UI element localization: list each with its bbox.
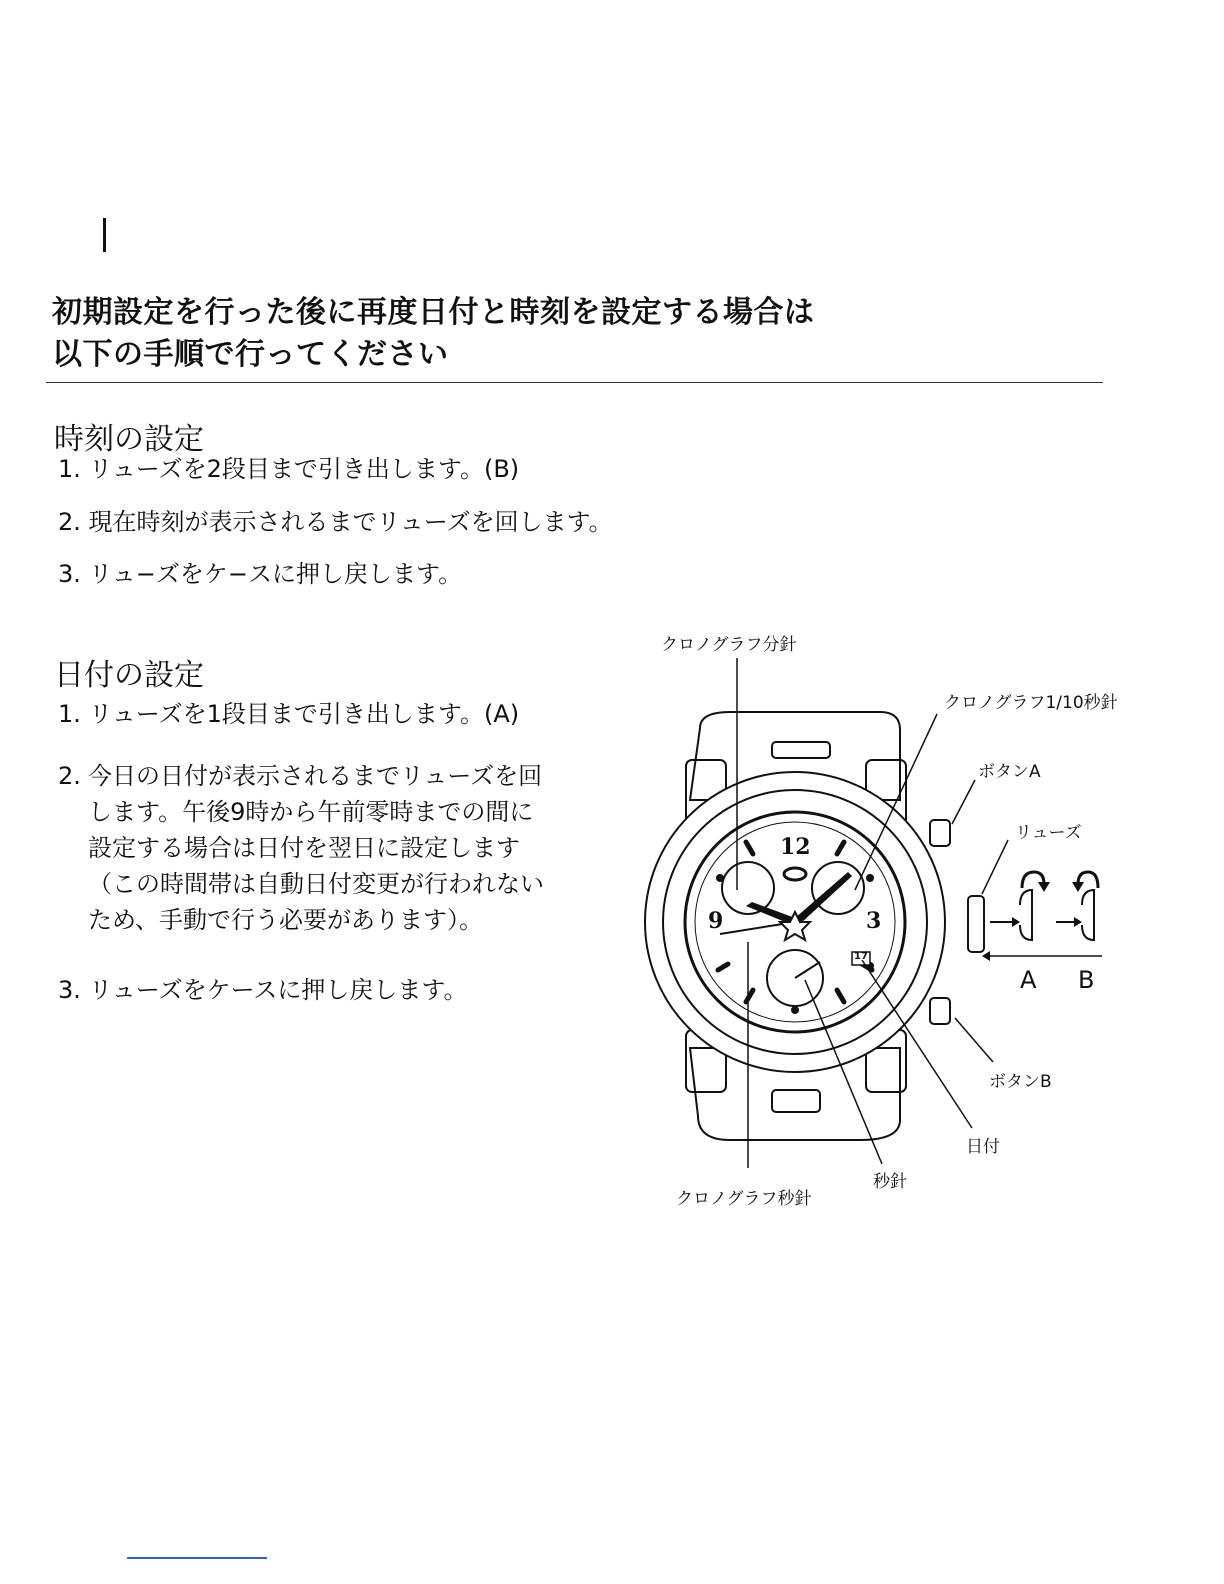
date-window-number: 17 [854,951,868,962]
heading-line-2: 以下の手順で行ってください [52,337,449,372]
label-second-hand: 秒針 [873,1172,907,1192]
leader-button-a [952,780,975,824]
time-setting-title: 時刻の設定 [54,422,204,457]
button-b [930,998,950,1024]
crown-pull-a [1020,890,1032,940]
label-chrono-minute-hand: クロノグラフ分針 [661,635,797,655]
heading-divider [46,382,1103,383]
date-step-2-line: ため、手動で行う必要があります）。 [88,906,484,934]
hour-dot [717,875,723,881]
hour-dot [792,1007,798,1013]
label-button-b: ボタンB [989,1072,1052,1092]
label-date: 日付 [966,1137,1000,1157]
rotate-arrow-head-icon [1038,882,1050,892]
page-heading [52,292,1052,376]
arrow-head-icon [1074,917,1082,927]
time-step-2: 2. 現在時刻が表示されるまでリューズを回します。 [58,508,613,536]
dial-numeral-9: 9 [708,908,724,934]
label-button-a: ボタンA [978,762,1041,782]
position-a-label: A [1020,966,1037,994]
date-step-2-number: 2. [58,762,81,790]
crown-pull-b [1082,890,1094,940]
dial-numeral-3: 3 [866,908,882,934]
date-step-2-line: 今日の日付が表示されるまでリューズを回 [88,762,543,790]
label-chrono-tenth-second-hand: クロノグラフ1/10秒針 [944,693,1118,713]
crown [968,896,984,952]
strap-hole-bottom [772,1090,820,1112]
arrow-head-icon [1012,917,1020,927]
footer-line [127,1557,267,1559]
label-crown: リューズ [1015,823,1082,843]
date-step-2-line: 設定する場合は日付を翌日に設定します [88,834,520,862]
label-chrono-second-hand: クロノグラフ秒針 [676,1189,812,1209]
time-step-3: 3. リュ−ズをケ−スに押し戻します。 [58,560,463,588]
date-step-2-line: します。午後9時から午前零時までの間に [88,798,534,826]
page-marker [103,218,106,252]
leader-crown [982,840,1008,894]
strap-hole-top [772,742,830,758]
time-step-1: 1. リューズを2段目まで引き出します。(B) [58,455,520,483]
hour-dot [867,875,873,881]
button-a [930,820,950,846]
date-setting-title: 日付の設定 [54,658,204,693]
heading-line-1: 初期設定を行った後に再度日付と時刻を設定する場合は [52,295,815,330]
leader-button-b [955,1018,993,1062]
date-step-2-line: （この時間帯は自動日付変更が行われない [88,870,544,898]
pull-arrow-icon [982,951,990,961]
rotate-back-arrow-head-icon [1072,882,1084,892]
dial-numeral-12: 12 [780,834,811,860]
date-step-1: 1. リューズを1段目まで引き出します。(A) [58,700,520,728]
position-b-label: B [1078,966,1095,994]
date-step-2-text [88,758,608,938]
date-step-3: 3. リューズをケースに押し戻します。 [58,976,468,1004]
